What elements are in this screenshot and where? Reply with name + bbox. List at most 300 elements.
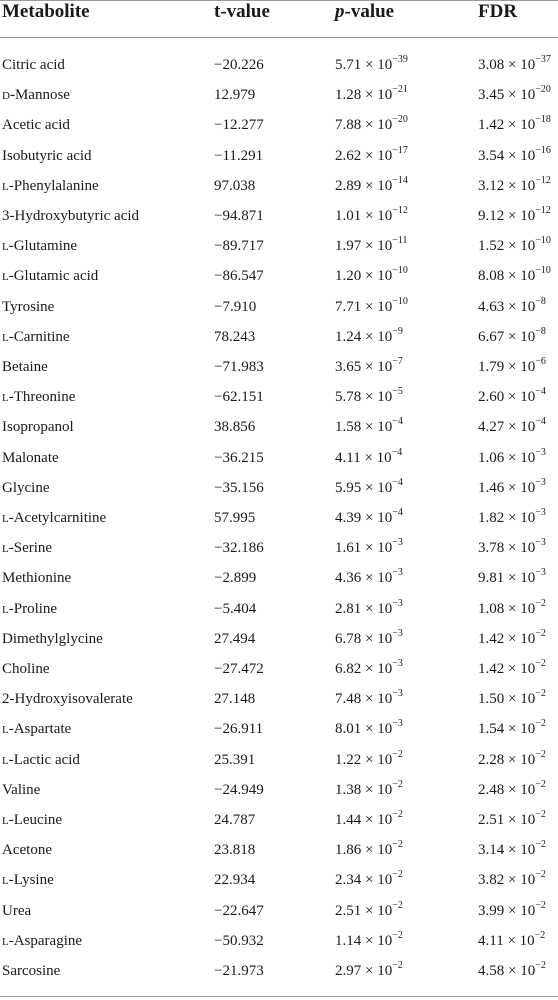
p-value-mantissa: 8.01 (335, 721, 362, 738)
table-row (0, 110, 558, 140)
table-row (0, 563, 558, 593)
fdr-cell (478, 624, 546, 654)
t-value-cell: −86.547 (214, 268, 264, 285)
metabolite-name: Acetic acid (2, 117, 70, 134)
p-value-mantissa: 2.34 (335, 872, 362, 889)
fdr-cell (478, 775, 546, 805)
times-ten-sign: × 10 (504, 147, 536, 164)
fdr-mantissa: 3.08 (478, 57, 505, 73)
times-ten-sign: × 10 (504, 872, 536, 889)
table-row (0, 956, 558, 986)
metabolite-name-cell (2, 896, 31, 926)
p-value-mantissa: 7.88 (335, 117, 362, 134)
table-row (0, 835, 558, 865)
fdr-cell (478, 80, 551, 110)
p-value-mantissa: 1.14 (335, 932, 362, 949)
p-value-cell (335, 684, 403, 714)
metabolite-name: Valine (2, 781, 41, 798)
stereo-prefix: l (2, 540, 9, 557)
metabolite-name: Dimethylglycine (2, 630, 103, 647)
p-value-cell (335, 654, 403, 684)
fdr-exponent: −3 (535, 567, 546, 579)
metabolite-name-cell (2, 412, 74, 442)
p-value-exponent: −4 (392, 416, 403, 428)
fdr-exponent: −4 (535, 386, 546, 398)
metabolite-name-cell (2, 805, 62, 835)
metabolite-name: -Leucine (8, 812, 63, 828)
metabolite-name: -Mannose (9, 87, 70, 104)
t-value-cell: −21.973 (214, 963, 264, 979)
fdr-exponent: −10 (535, 265, 551, 277)
p-value-mantissa: 6.78 (335, 630, 362, 647)
fdr-mantissa: 1.46 (478, 479, 505, 496)
fdr-exponent: −6 (535, 356, 546, 367)
times-ten-sign: × 10 (504, 842, 536, 859)
times-ten-sign: × 10 (361, 328, 393, 345)
p-value-mantissa: 1.20 (335, 268, 362, 285)
metabolite-name: -Threonine (8, 389, 76, 406)
table-row (0, 443, 558, 473)
p-value-exponent: −2 (392, 839, 403, 851)
fdr-cell (478, 745, 546, 775)
fdr-cell (478, 443, 546, 473)
table-row (0, 865, 558, 895)
p-value-exponent: −2 (392, 869, 403, 881)
fdr-cell (478, 714, 546, 744)
times-ten-sign: × 10 (504, 781, 536, 798)
metabolite-name: -Lactic acid (8, 751, 80, 768)
metabolite-name-cell (2, 473, 49, 503)
p-value-cell (335, 533, 403, 563)
p-value-mantissa: 1.38 (335, 781, 362, 798)
p-value-cell (335, 110, 408, 140)
table-row (0, 745, 558, 775)
fdr-cell (478, 503, 546, 533)
fdr-exponent: −16 (535, 144, 551, 156)
fdr-cell (478, 382, 546, 412)
fdr-mantissa: 3.54 (478, 147, 505, 164)
metabolite-name: Citric acid (2, 57, 65, 73)
stereo-prefix: l (2, 721, 9, 738)
t-value-cell: 27.148 (214, 691, 256, 708)
metabolite-name: -Aspartate (8, 721, 72, 738)
table-row (0, 594, 558, 624)
times-ten-sign: × 10 (361, 812, 393, 828)
fdr-cell (478, 352, 546, 382)
p-value-exponent: −3 (392, 627, 403, 639)
times-ten-sign: × 10 (504, 600, 536, 617)
table-row (0, 141, 558, 171)
p-value-mantissa: 7.71 (335, 298, 362, 315)
table-row (0, 261, 558, 291)
fdr-exponent: −2 (535, 688, 546, 700)
fdr-mantissa: 4.11 (478, 932, 504, 949)
metabolite-name: -Carnitine (8, 328, 70, 345)
times-ten-sign: × 10 (360, 449, 392, 466)
p-value-mantissa: 7.48 (335, 691, 362, 708)
times-ten-sign: × 10 (504, 87, 536, 104)
fdr-cell (478, 322, 546, 352)
metabolite-name: Tyrosine (2, 298, 55, 315)
p-value-mantissa: 4.11 (335, 449, 361, 466)
times-ten-sign: × 10 (361, 479, 393, 496)
t-value-cell: 24.787 (214, 812, 256, 828)
p-value-cell (335, 835, 403, 865)
p-value-exponent: −3 (392, 718, 403, 730)
table-row (0, 896, 558, 926)
p-value-cell (335, 50, 408, 80)
fdr-mantissa: 2.28 (478, 751, 505, 768)
times-ten-sign: × 10 (361, 57, 393, 73)
fdr-exponent: −2 (535, 778, 546, 790)
table-row (0, 171, 558, 201)
times-ten-sign: × 10 (504, 328, 536, 345)
p-value-exponent: −12 (392, 205, 408, 216)
metabolite-name-cell (2, 835, 52, 865)
table-row (0, 201, 558, 231)
metabolite-name: Malonate (2, 449, 59, 466)
fdr-cell (478, 805, 546, 835)
p-value-exponent: −2 (392, 748, 403, 760)
fdr-exponent: −12 (535, 174, 551, 186)
times-ten-sign: × 10 (361, 177, 393, 194)
p-value-cell (335, 292, 408, 322)
times-ten-sign: × 10 (361, 691, 393, 708)
fdr-mantissa: 3.99 (478, 902, 505, 919)
metabolite-name: -Glutamine (8, 238, 78, 255)
fdr-exponent: −2 (534, 929, 546, 941)
metabolite-name-cell (2, 775, 40, 805)
p-value-mantissa: 1.61 (335, 540, 362, 557)
times-ten-sign: × 10 (504, 479, 536, 496)
fdr-mantissa: 1.42 (478, 630, 505, 647)
fdr-mantissa: 3.12 (478, 177, 505, 194)
times-ten-sign: × 10 (361, 389, 393, 406)
metabolite-name-cell (2, 50, 65, 80)
p-value-mantissa: 4.36 (335, 570, 362, 587)
metabolite-name-cell (2, 503, 106, 533)
table-header-row (0, 0, 558, 37)
p-value-mantissa: 5.71 (335, 57, 362, 73)
metabolite-name: -Glutamic acid (8, 268, 99, 285)
fdr-exponent: −2 (535, 597, 546, 609)
fdr-exponent: −2 (535, 809, 546, 820)
fdr-mantissa: 3.78 (478, 540, 505, 557)
times-ten-sign: × 10 (504, 117, 536, 134)
times-ten-sign: × 10 (504, 721, 536, 738)
metabolite-name: Isopropanol (2, 419, 74, 436)
metabolite-name: Acetone (2, 842, 52, 859)
t-value-cell: 25.391 (214, 751, 256, 768)
p-value-exponent: −4 (392, 476, 403, 488)
p-value-cell (335, 775, 403, 805)
t-value-cell: 38.856 (214, 419, 256, 436)
p-value-cell (335, 412, 403, 442)
times-ten-sign: × 10 (361, 963, 393, 979)
p-value-mantissa: 2.89 (335, 177, 362, 194)
fdr-cell (478, 292, 546, 322)
table-row (0, 624, 558, 654)
times-ten-sign: × 10 (504, 751, 536, 768)
p-value-cell (335, 261, 408, 291)
times-ten-sign: × 10 (504, 630, 536, 647)
fdr-mantissa: 1.82 (478, 510, 505, 526)
fdr-cell (478, 110, 551, 140)
t-value-cell: 23.818 (214, 842, 256, 859)
t-value-cell: −22.647 (214, 902, 264, 919)
p-value-exponent: −4 (392, 507, 403, 518)
p-value-exponent: −2 (392, 899, 403, 911)
metabolite-name: Urea (2, 902, 32, 919)
fdr-mantissa: 2.51 (478, 812, 505, 828)
p-value-mantissa: 1.22 (335, 751, 362, 768)
metabolite-name: -Phenylalanine (8, 177, 99, 194)
p-value-mantissa: 3.65 (335, 359, 362, 375)
t-value-cell: −50.932 (214, 932, 264, 949)
stereo-prefix: l (2, 268, 9, 285)
p-value-exponent: −14 (392, 174, 408, 186)
metabolite-name-cell (2, 261, 98, 291)
fdr-exponent: −18 (535, 114, 551, 126)
p-value-cell (335, 322, 403, 352)
t-value-cell: −2.899 (214, 570, 257, 587)
p-value-exponent: −3 (392, 567, 403, 579)
p-value-cell (335, 352, 403, 382)
fdr-mantissa: 3.14 (478, 842, 505, 859)
metabolite-name-cell (2, 533, 52, 563)
p-value-exponent: −2 (392, 809, 403, 820)
times-ten-sign: × 10 (361, 298, 393, 315)
fdr-cell (478, 896, 546, 926)
fdr-cell (478, 865, 546, 895)
t-value-cell: 97.038 (214, 177, 256, 194)
fdr-mantissa: 1.52 (478, 238, 505, 255)
p-value-cell (335, 503, 403, 533)
table-row (0, 805, 558, 835)
t-value-cell: 57.995 (214, 510, 256, 526)
table-row (0, 231, 558, 261)
fdr-mantissa: 1.42 (478, 117, 505, 134)
p-value-cell (335, 594, 403, 624)
fdr-cell (478, 926, 545, 956)
table-row (0, 533, 558, 563)
table-row (0, 926, 558, 956)
fdr-mantissa: 1.54 (478, 721, 505, 738)
p-value-mantissa: 1.86 (335, 842, 362, 859)
fdr-exponent: −10 (535, 235, 551, 247)
metabolite-name: -Proline (8, 600, 58, 617)
times-ten-sign: × 10 (504, 268, 536, 285)
table-row (0, 654, 558, 684)
p-value-exponent: −10 (392, 295, 408, 307)
metabolite-name-cell (2, 171, 99, 201)
p-value-exponent: −17 (392, 144, 408, 156)
times-ten-sign: × 10 (504, 238, 536, 255)
stereo-prefix: l (2, 389, 9, 406)
times-ten-sign: × 10 (504, 208, 536, 224)
p-value-cell (335, 896, 403, 926)
fdr-mantissa: 4.27 (478, 419, 505, 436)
p-value-mantissa: 1.97 (335, 238, 362, 255)
table-row (0, 412, 558, 442)
times-ten-sign: × 10 (504, 57, 536, 73)
times-ten-sign: × 10 (504, 419, 536, 436)
times-ten-sign: × 10 (361, 902, 393, 919)
fdr-exponent: −3 (535, 476, 546, 488)
p-value-mantissa: 1.28 (335, 87, 362, 104)
times-ten-sign: × 10 (504, 177, 536, 194)
metabolite-name-cell (2, 594, 57, 624)
stereo-prefix: l (2, 932, 9, 949)
times-ten-sign: × 10 (361, 630, 393, 647)
header-metabolite: Metabolite (2, 1, 90, 22)
fdr-exponent: −37 (535, 54, 551, 65)
p-value-cell (335, 865, 403, 895)
table-row (0, 775, 558, 805)
times-ten-sign: × 10 (504, 661, 536, 677)
metabolite-name: -Lysine (8, 872, 54, 889)
fdr-mantissa: 9.12 (478, 208, 505, 224)
p-value-exponent: −3 (392, 537, 403, 549)
t-value-cell: −24.949 (214, 781, 264, 798)
t-value-cell: −94.871 (214, 208, 264, 224)
times-ten-sign: × 10 (504, 812, 536, 828)
p-value-exponent: −5 (392, 386, 403, 398)
p-value-exponent: −21 (392, 84, 408, 96)
fdr-cell (478, 473, 546, 503)
metabolite-name: -Serine (8, 540, 53, 557)
fdr-mantissa: 4.58 (478, 963, 505, 979)
metabolite-name: 3-Hydroxybutyric acid (2, 208, 140, 224)
metabolite-name-cell (2, 624, 103, 654)
table-row (0, 503, 558, 533)
metabolite-name-cell (2, 865, 54, 895)
p-value-exponent: −39 (392, 54, 408, 65)
p-value-mantissa: 1.44 (335, 812, 362, 828)
p-value-mantissa: 4.39 (335, 510, 362, 526)
header-p-letter: p (335, 1, 345, 22)
fdr-cell (478, 412, 546, 442)
p-value-exponent: −10 (392, 265, 408, 277)
stereo-prefix: l (2, 872, 9, 889)
stereo-prefix: d (2, 87, 10, 104)
metabolite-name: -Asparagine (8, 932, 83, 949)
stereo-prefix: l (2, 328, 9, 345)
fdr-cell (478, 50, 551, 80)
fdr-cell (478, 956, 546, 986)
p-value-cell (335, 201, 408, 231)
times-ten-sign: × 10 (361, 87, 393, 104)
t-value-cell: −12.277 (214, 117, 264, 134)
fdr-mantissa: 1.42 (478, 661, 505, 677)
t-value-cell: 12.979 (214, 87, 256, 104)
header-rule (0, 37, 558, 38)
times-ten-sign: × 10 (361, 721, 393, 738)
p-value-exponent: −20 (392, 114, 408, 126)
fdr-cell (478, 141, 551, 171)
p-value-exponent: −3 (392, 597, 403, 609)
times-ten-sign: × 10 (361, 510, 393, 526)
fdr-exponent: −2 (535, 718, 546, 730)
times-ten-sign: × 10 (504, 963, 536, 979)
metabolite-name-cell (2, 745, 80, 775)
fdr-exponent: −2 (535, 960, 546, 971)
p-value-exponent: −2 (392, 778, 403, 790)
times-ten-sign: × 10 (361, 661, 393, 677)
metabolite-name: Glycine (2, 479, 50, 496)
metabolite-name-cell (2, 201, 139, 231)
stereo-prefix: l (2, 510, 9, 526)
fdr-cell (478, 201, 551, 231)
times-ten-sign: × 10 (361, 781, 393, 798)
fdr-exponent: −3 (535, 507, 546, 518)
p-value-mantissa: 2.51 (335, 902, 362, 919)
fdr-mantissa: 3.82 (478, 872, 505, 889)
fdr-cell (478, 533, 546, 563)
p-value-exponent: −2 (392, 960, 403, 971)
times-ten-sign: × 10 (361, 842, 393, 859)
t-value-cell: 78.243 (214, 328, 256, 345)
p-value-mantissa: 2.97 (335, 963, 362, 979)
fdr-exponent: −2 (535, 627, 546, 639)
table-row (0, 352, 558, 382)
metabolite-name-cell (2, 714, 71, 744)
fdr-cell (478, 231, 551, 261)
times-ten-sign: × 10 (504, 902, 536, 919)
p-value-exponent: −2 (392, 929, 403, 941)
p-value-cell (335, 80, 408, 110)
fdr-cell (478, 654, 546, 684)
times-ten-sign: × 10 (504, 298, 536, 315)
metabolite-name-cell (2, 382, 75, 412)
header-p-value (335, 0, 394, 24)
p-value-exponent: −3 (392, 658, 403, 669)
times-ten-sign: × 10 (504, 449, 536, 466)
times-ten-sign: × 10 (361, 268, 393, 285)
fdr-cell (478, 835, 546, 865)
t-value-cell: 22.934 (214, 872, 256, 889)
times-ten-sign: × 10 (504, 570, 536, 587)
p-value-exponent: −4 (391, 446, 403, 458)
metabolite-name-cell (2, 926, 82, 956)
metabolite-name-cell (2, 110, 70, 140)
fdr-cell (478, 261, 551, 291)
fdr-mantissa: 1.79 (478, 359, 505, 375)
stereo-prefix: l (2, 600, 9, 617)
t-value-cell: −27.472 (214, 661, 264, 677)
p-value-exponent: −9 (392, 325, 403, 337)
fdr-cell (478, 563, 546, 593)
p-value-cell (335, 624, 403, 654)
metabolite-name-cell (2, 563, 71, 593)
metabolite-name: Sarcosine (2, 963, 61, 979)
t-value-cell: −7.910 (214, 298, 257, 315)
table-row (0, 50, 558, 80)
header-p-suffix: -value (344, 1, 395, 22)
times-ten-sign: × 10 (361, 238, 393, 255)
p-value-cell (335, 926, 403, 956)
metabolite-name: -Acetylcarnitine (8, 510, 107, 526)
p-value-mantissa: 5.95 (335, 479, 362, 496)
metabolite-name-cell (2, 684, 133, 714)
t-value-cell: 27.494 (214, 630, 256, 647)
t-value-cell: −11.291 (214, 147, 264, 164)
fdr-cell (478, 594, 546, 624)
metabolite-name-cell (2, 80, 70, 110)
metabolite-name: 2-Hydroxyisovalerate (2, 691, 133, 708)
header-t-value: t-value (214, 1, 270, 22)
t-value-cell: −89.717 (214, 238, 264, 255)
